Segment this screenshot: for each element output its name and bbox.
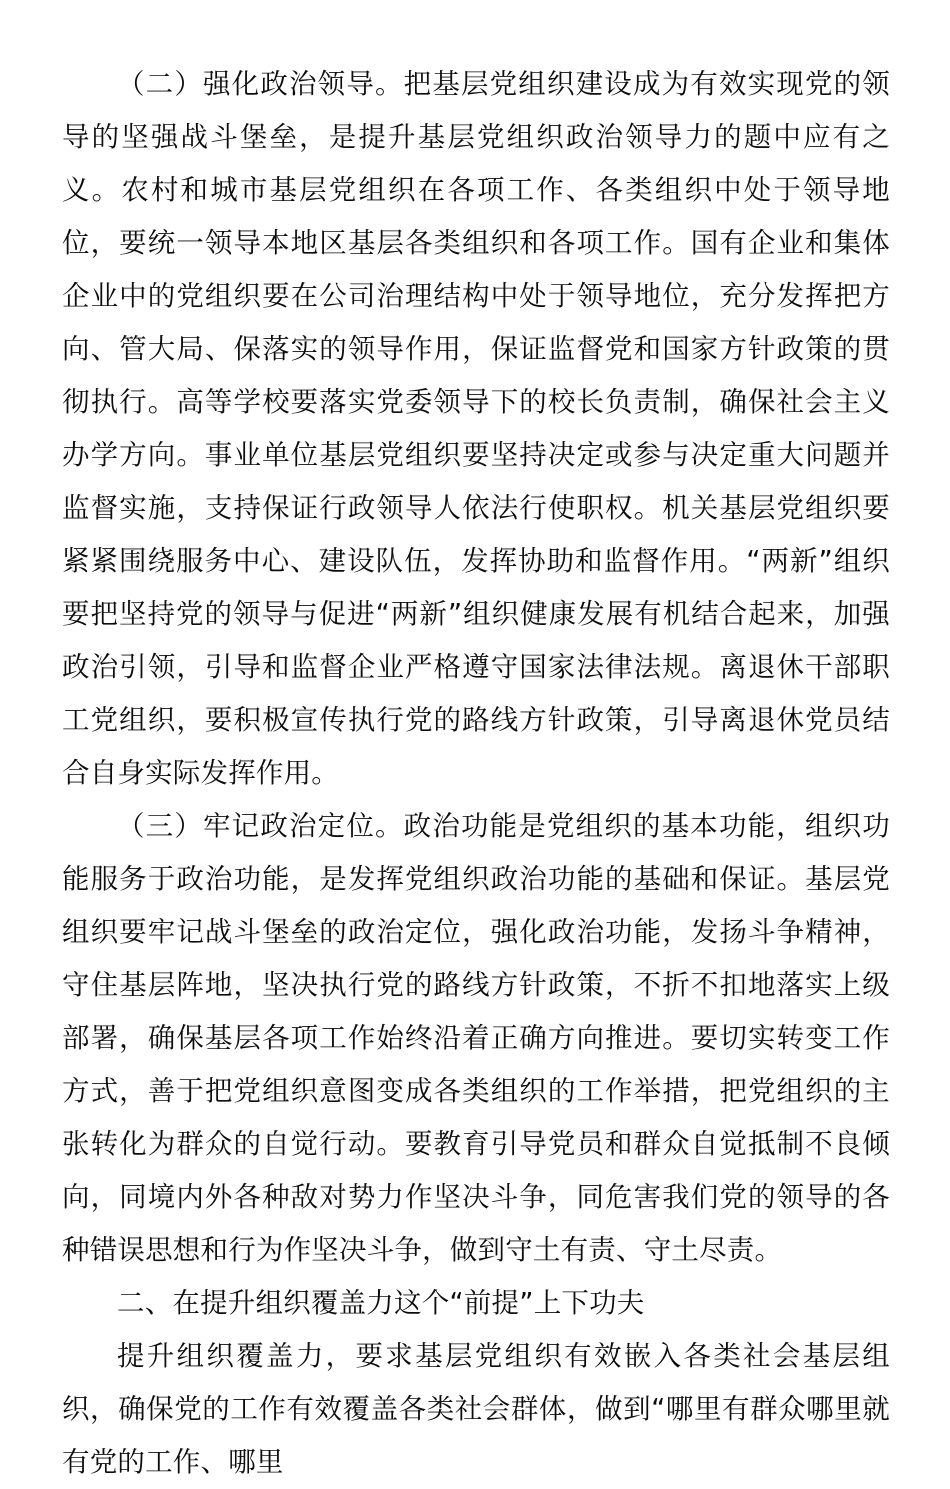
document-body [62, 58, 890, 1489]
paragraph-section-three: （三）牢记政治定位。政治功能是党组织的基本功能，组织功能服务于政治功能，是发挥党组织政治功能的基础和保证。基层党组织要牢记战斗堡垒的政治定位，强化政治功能，发扬斗争精神，守住基层阵地，坚决执行党的路线方针政策，不折不扣地落实上级部署，确保基层各项工作始终沿着正确方向推进。要切实转变工作方式，善于把党组织意图变成各类组织的工作举措，把党组织的主张转化为群众的自觉行动。要教育引导党员和群众自觉抵制不良倾向，同境内外各种敌对势力作坚决斗争，同危害我们党的领导的各种错误思想和行为作坚决斗争，做到守土有责、守土尽责。 [62, 810, 890, 1266]
paragraph-coverage-intro: 提升组织覆盖力，要求基层党组织有效嵌入各类社会基层组织，确保党的工作有效覆盖各类社会群体，做到“哪里有群众哪里就有党的工作、哪里 [62, 1340, 890, 1478]
heading-part-two: 二、在提升组织覆盖力这个“前提”上下功夫 [117, 1287, 645, 1319]
paragraph-section-two: （二）强化政治领导。把基层党组织建设成为有效实现党的领导的坚强战斗堡垒，是提升基层党组织政治领导力的题中应有之义。农村和城市基层党组织在各项工作、各类组织中处于领导地位，要统一领导本地区基层各类组织和各项工作。国有企业和集体企业中的党组织要在公司治理结构中处于领导地位，充分发挥把方向、管大局、保落实的领导作用，保证监督党和国家方针政策的贯彻执行。高等学校要落实党委领导下的校长负责制，确保社会主义办学方向。事业单位基层党组织要坚持决定或参与决定重大问题并监督实施，支持保证行政领导人依法行使职权。机关基层党组织要紧紧围绕服务中心、建设队伍，发挥协助和监督作用。“两新”组织要把坚持党的领导与促进“两新”组织健康发展有机结合起来，加强政治引领，引导和监督企业严格遵守国家法律法规。离退休干部职工党组织，要积极宣传执行党的路线方针政策，引导离退休党员结合自身实际发挥作用。 [62, 68, 890, 789]
